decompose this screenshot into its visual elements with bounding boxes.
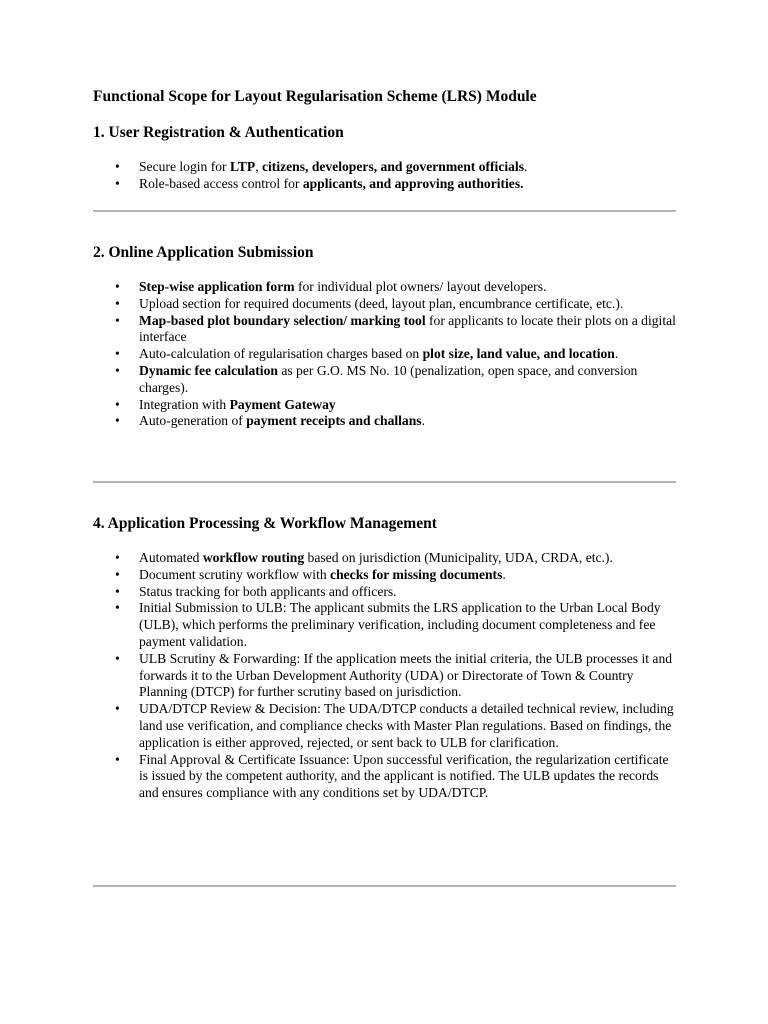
item-text: ,: [255, 159, 262, 174]
list-item: [93, 584, 676, 601]
bullet-icon: •: [115, 312, 120, 328]
document-title: Functional Scope for Layout Regularisation Scheme (LRS) Module: [93, 88, 537, 105]
list-item: [93, 397, 676, 414]
item-text: Document scrutiny workflow with: [139, 566, 331, 582]
list-item: [93, 651, 676, 701]
item-text: ULB Scrutiny & Forwarding: If the application meets the initial criteria, the ULB processes it and forwards it to the Urban Development Authority (UDA) or Directorate of Town & Country Planning (DTCP) for further scrutiny based on jurisdiction.: [139, 650, 673, 700]
item-text: Final Approval & Certificate Issuance: Upon successful verification, the regularization certificate is issued by the competent authority, and the applicant is notified. The ULB updates the records and ensures compliance with any conditions set by UDA/DTCP.: [139, 751, 669, 801]
bold-text: citizens, developers, and government officials: [261, 159, 525, 174]
item-text: as per G.O. MS No. 10 (penalization, open space, and conversion charges).: [139, 362, 638, 395]
list-item: [93, 701, 676, 751]
horizontal-rule: [93, 210, 676, 212]
item-text: UDA/DTCP Review & Decision: The UDA/DTCP conducts a detailed technical review, including land use verification, and compliance checks with Master Plan regulations. Based on findings, the application is either approved, rejected, or sent back to ULB for clarification.: [139, 701, 674, 750]
bullet-list: [93, 279, 676, 430]
item-text: Auto-calculation of regularisation charges based on: [139, 346, 423, 362]
section-online-application: [93, 243, 676, 262]
bullet-icon: •: [115, 583, 120, 599]
list-item: [93, 567, 676, 584]
item-text: based on jurisdiction (Municipality, UDA, CRDA, etc.).: [304, 550, 613, 565]
bullet-icon: •: [115, 295, 120, 311]
list-item: [93, 176, 676, 193]
list-item: [93, 296, 676, 313]
bullet-icon: •: [115, 701, 120, 717]
bold-text: LTP: [229, 159, 256, 174]
bullet-list: [93, 550, 676, 802]
bullet-icon: •: [115, 279, 120, 294]
list-item: [93, 363, 676, 397]
item-text: for individual plot owners/ layout developers.: [294, 279, 547, 294]
bold-text: Step-wise application form: [139, 279, 295, 294]
bold-text: Map-based plot boundary selection/ marking tool: [139, 312, 426, 328]
item-text: .: [524, 159, 528, 174]
list-item: [93, 752, 676, 802]
bold-text: applicants, and approving authorities.: [302, 175, 524, 191]
bullet-icon: •: [115, 600, 120, 616]
bold-text: payment receipts and challans: [246, 413, 422, 429]
list-item: [93, 346, 676, 363]
item-text: Status tracking for both applicants and officers.: [139, 583, 397, 599]
section-user-registration: [93, 123, 676, 142]
item-text: Upload section for required documents (deed, layout plan, encumbrance certificate, etc.).: [139, 295, 624, 311]
item-text: Initial Submission to ULB: The applicant submits the LRS application to the Urban Local Body (ULB), which performs the preliminary verification, including document completeness and fee payment validation.: [139, 600, 661, 649]
item-text: for applicants to locate their plots on a digital interface: [139, 312, 676, 345]
item-text: .: [502, 566, 506, 582]
bold-text: Payment Gateway: [229, 396, 336, 412]
list-item: [93, 313, 676, 347]
bullet-icon: •: [115, 396, 120, 412]
bullet-icon: •: [115, 346, 120, 362]
section-heading: 1. User Registration & Authentication: [93, 124, 344, 141]
item-text: .: [614, 346, 619, 362]
section-workflow-management: [93, 514, 676, 533]
item-text: Secure login for: [139, 159, 230, 174]
item-text: Auto-generation of: [139, 413, 247, 429]
section-heading: 2. Online Application Submission: [93, 244, 314, 261]
item-text: Automated: [139, 550, 203, 565]
list-item: [93, 413, 676, 430]
bold-text: checks for missing documents: [330, 566, 503, 582]
bullet-list: [93, 159, 676, 193]
list-item: [93, 600, 676, 650]
bullet-icon: •: [115, 566, 120, 582]
list-item: [93, 279, 676, 296]
bold-text: plot size, land value, and location: [422, 346, 615, 362]
bullet-icon: •: [115, 751, 120, 767]
item-text: Integration with: [139, 396, 230, 412]
bullet-icon: •: [115, 362, 120, 378]
list-item: [93, 159, 676, 176]
bullet-icon: •: [115, 159, 120, 174]
section-heading: 4. Application Processing & Workflow Management: [93, 515, 437, 532]
list-item: [93, 550, 676, 567]
bullet-icon: •: [115, 175, 120, 191]
bullet-icon: •: [115, 650, 120, 666]
horizontal-rule: [93, 885, 676, 887]
bullet-icon: •: [115, 413, 120, 429]
bold-text: workflow routing: [202, 550, 305, 565]
horizontal-rule: [93, 481, 676, 483]
bullet-icon: •: [115, 550, 120, 565]
bold-text: Dynamic fee calculation: [139, 362, 278, 378]
item-text: Role-based access control for: [139, 175, 303, 191]
item-text: .: [421, 413, 425, 429]
